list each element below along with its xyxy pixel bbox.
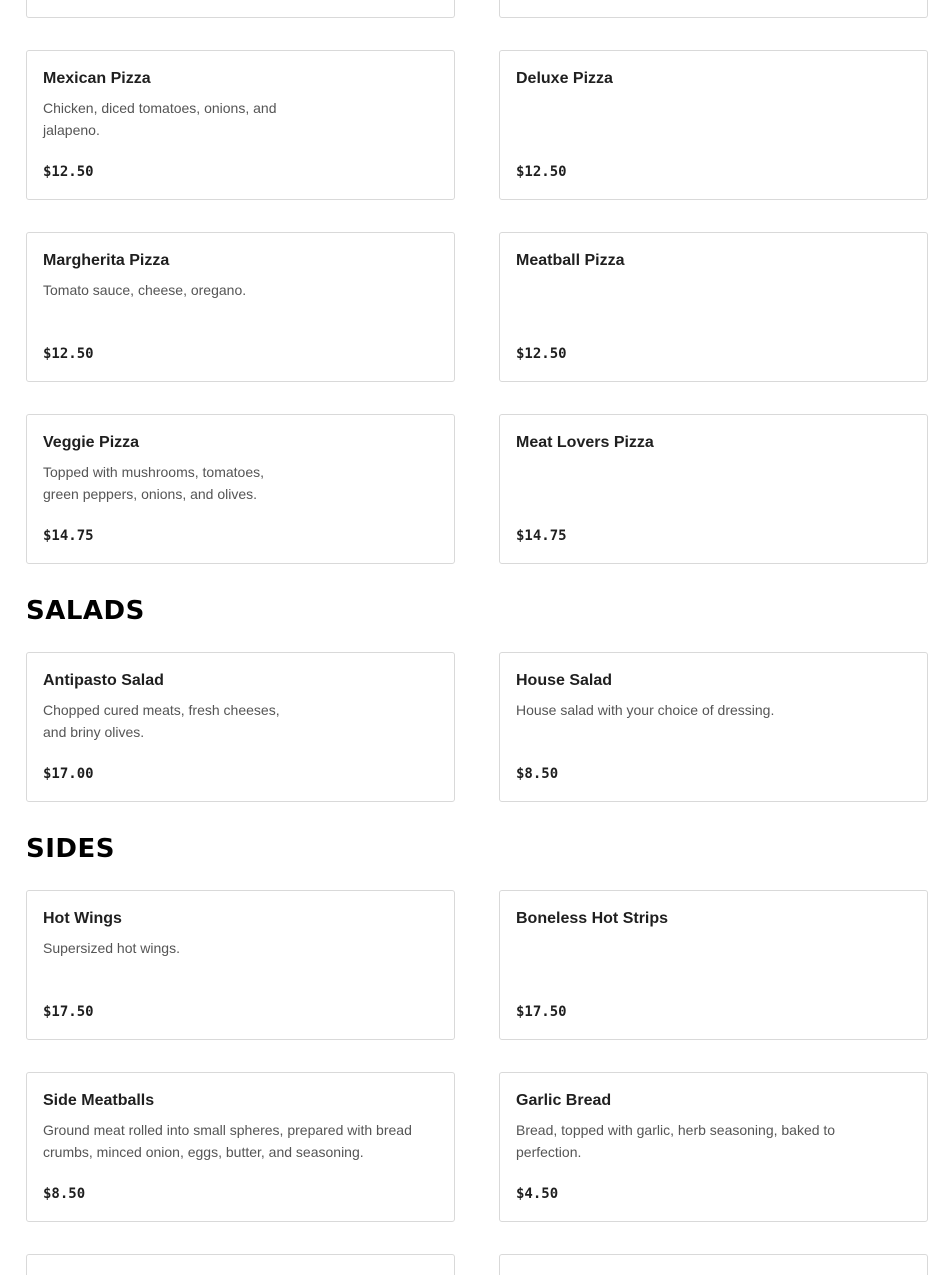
menu-item-card[interactable] <box>499 1072 928 1222</box>
menu-item-card[interactable] <box>26 1254 455 1275</box>
menu-item-card[interactable] <box>26 232 455 382</box>
item-description: Chopped cured meats, fresh cheeses, and briny olives. <box>43 702 280 740</box>
menu-item-card[interactable] <box>26 652 455 802</box>
item-description: House salad with your choice of dressing. <box>516 702 775 718</box>
menu-item-card[interactable] <box>499 1254 928 1275</box>
item-price: $14.75 <box>43 528 94 544</box>
item-name: Boneless Hot Strips <box>516 910 669 927</box>
item-price: $17.50 <box>516 1004 567 1020</box>
item-description: Chicken, diced tomatoes, onions, and jalapeno. <box>43 100 277 138</box>
menu-item-card[interactable] <box>499 0 928 18</box>
section-heading-salads: SALADS <box>26 596 145 626</box>
item-name: Mexican Pizza <box>43 70 151 87</box>
section-heading-sides: SIDES <box>26 834 115 864</box>
item-name: Deluxe Pizza <box>516 70 613 87</box>
item-name: Meatball Pizza <box>516 252 625 269</box>
item-price: $12.50 <box>516 346 567 362</box>
item-price: $17.50 <box>43 1004 94 1020</box>
item-name: Hot Wings <box>43 910 122 927</box>
item-name: Antipasto Salad <box>43 672 164 689</box>
item-price: $12.50 <box>43 164 94 180</box>
item-name: Garlic Bread <box>516 1092 612 1109</box>
item-price: $4.50 <box>516 1186 559 1202</box>
item-description: Bread, topped with garlic, herb seasoning, baked to perfection. <box>516 1122 836 1160</box>
item-price: $8.50 <box>43 1186 86 1202</box>
item-price: $14.75 <box>516 528 567 544</box>
menu-item-card[interactable] <box>26 1072 455 1222</box>
menu-item-card[interactable] <box>499 50 928 200</box>
menu-item-card[interactable] <box>499 652 928 802</box>
item-price: $12.50 <box>516 164 567 180</box>
item-description: Supersized hot wings. <box>43 940 180 956</box>
menu-item-card[interactable] <box>26 890 455 1040</box>
menu-item-card[interactable] <box>26 50 455 200</box>
menu-item-card[interactable] <box>499 414 928 564</box>
menu-item-card[interactable] <box>26 0 455 18</box>
item-name: Meat Lovers Pizza <box>516 434 654 451</box>
item-name: Veggie Pizza <box>43 434 140 451</box>
item-name: Side Meatballs <box>43 1092 155 1109</box>
menu-item-card[interactable] <box>26 414 455 564</box>
menu-item-card[interactable] <box>499 232 928 382</box>
item-price: $8.50 <box>516 766 559 782</box>
item-price: $12.50 <box>43 346 94 362</box>
item-price: $17.00 <box>43 766 94 782</box>
item-description: Ground meat rolled into small spheres, prepared with bread crumbs, minced onion, eggs, butter, and seasoning. <box>43 1122 412 1160</box>
item-description: Tomato sauce, cheese, oregano. <box>43 282 247 298</box>
item-description: Topped with mushrooms, tomatoes, green peppers, onions, and olives. <box>43 464 264 502</box>
item-name: House Salad <box>516 672 613 689</box>
item-name: Margherita Pizza <box>43 252 170 269</box>
menu-item-card[interactable] <box>499 890 928 1040</box>
